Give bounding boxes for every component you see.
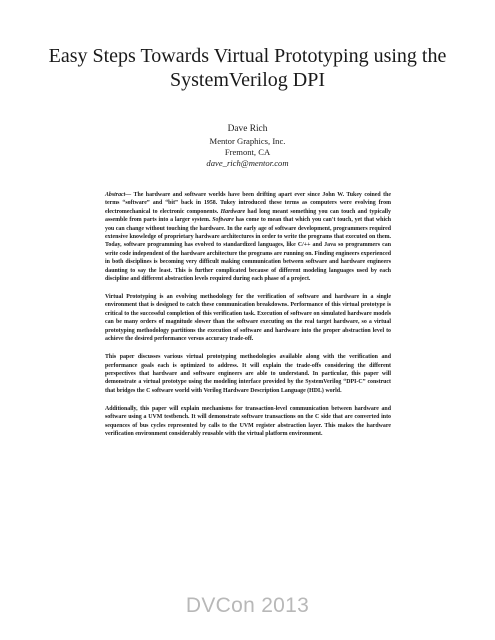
- paper-title-line-1: Easy Steps Towards Virtual Prototyping using the: [48, 45, 447, 67]
- author-company: Mentor Graphics, Inc.: [209, 136, 286, 146]
- author-name: Dave Rich: [227, 124, 268, 134]
- abstract-term-hardware: Hardware: [220, 208, 246, 215]
- paper-title: [30, 44, 465, 92]
- author-location: Fremont, CA: [224, 147, 271, 157]
- abstract-paragraph-4: Additionally, this paper will explain mechanisms for transaction-level communication between hardware and software using a UVM testbench. It will demonstrate software transactions on the C side that are converted into sequences of bus cycles represented by calls to the UVM register abstraction layer. This makes the hardware verification environment considerably reusable with the virtual platform environment.: [105, 405, 391, 437]
- abstract-term-software: Software: [212, 217, 234, 224]
- abstract-p1-part-b: had long meant something you can touch and typically assemble from parts into a larger system.: [105, 208, 391, 224]
- abstract-p1-part-a: The hardware and software worlds have been drifting apart ever since John W. Tukey coined the terms “software” and “bit” back in 1958. Tukey introduced these terms as computers were evolving from electromechanical to electronic components.: [105, 192, 391, 215]
- abstract-paragraph-3: This paper discusses various virtual prototyping methodologies available along with the verification and performance goals each is optimized to address. It will explain the trade-offs considering the different perspectives that hardware and software engineers are able to understand. In particular, this paper will demonstrate a virtual prototype using the modeling interface provided by the SystemVerilog “DPI-C” construct that bridges the C software world with Verilog Hardware Description Language (HDL) world.: [105, 354, 391, 394]
- author-block: [0, 122, 495, 169]
- abstract-body: [105, 191, 391, 448]
- abstract-paragraph-2: Virtual Prototyping is an evolving methodology for the verification of software and hardware in a single environment that is designed to catch these communication breakdowns. Performance of this virtual prototype is critical to the successful completion of this verification task. Execution of software on simulated hardware models can be many orders of magnitude slower than the software executing on the real target hardware, so a virtual prototyping methodology partitions the execution of software and hardware into the proper abstraction level to achieve the desired performance versus accuracy trade-off.: [105, 294, 391, 343]
- abstract-label: Abstract—: [105, 192, 132, 198]
- conference-watermark: DVCon 2013: [185, 594, 310, 617]
- paper-title-line-2: SystemVerilog DPI: [170, 69, 325, 91]
- abstract-paragraph-1: [105, 191, 391, 283]
- abstract-p1-part-c: has come to mean that which you can't touch, yet that which you can change without touching the hardware. In the early age of software development, programmers required extensive knowledge of proprietary hardware architectures in order to write the programs that executed on them. Today, software programming has evolved to standardized languages, like C/++ and Java so programmers can write code independent of the hardware architecture the programs are running on. Finding engineers experienced in both disciplines is becoming very difficult making communication between software and hardware engineers daunting to say the least. This is further complicated because of different modeling languages used by each discipline and different abstraction levels required during each phase of a project.: [105, 217, 391, 283]
- author-email: dave_rich@mentor.com: [206, 158, 289, 168]
